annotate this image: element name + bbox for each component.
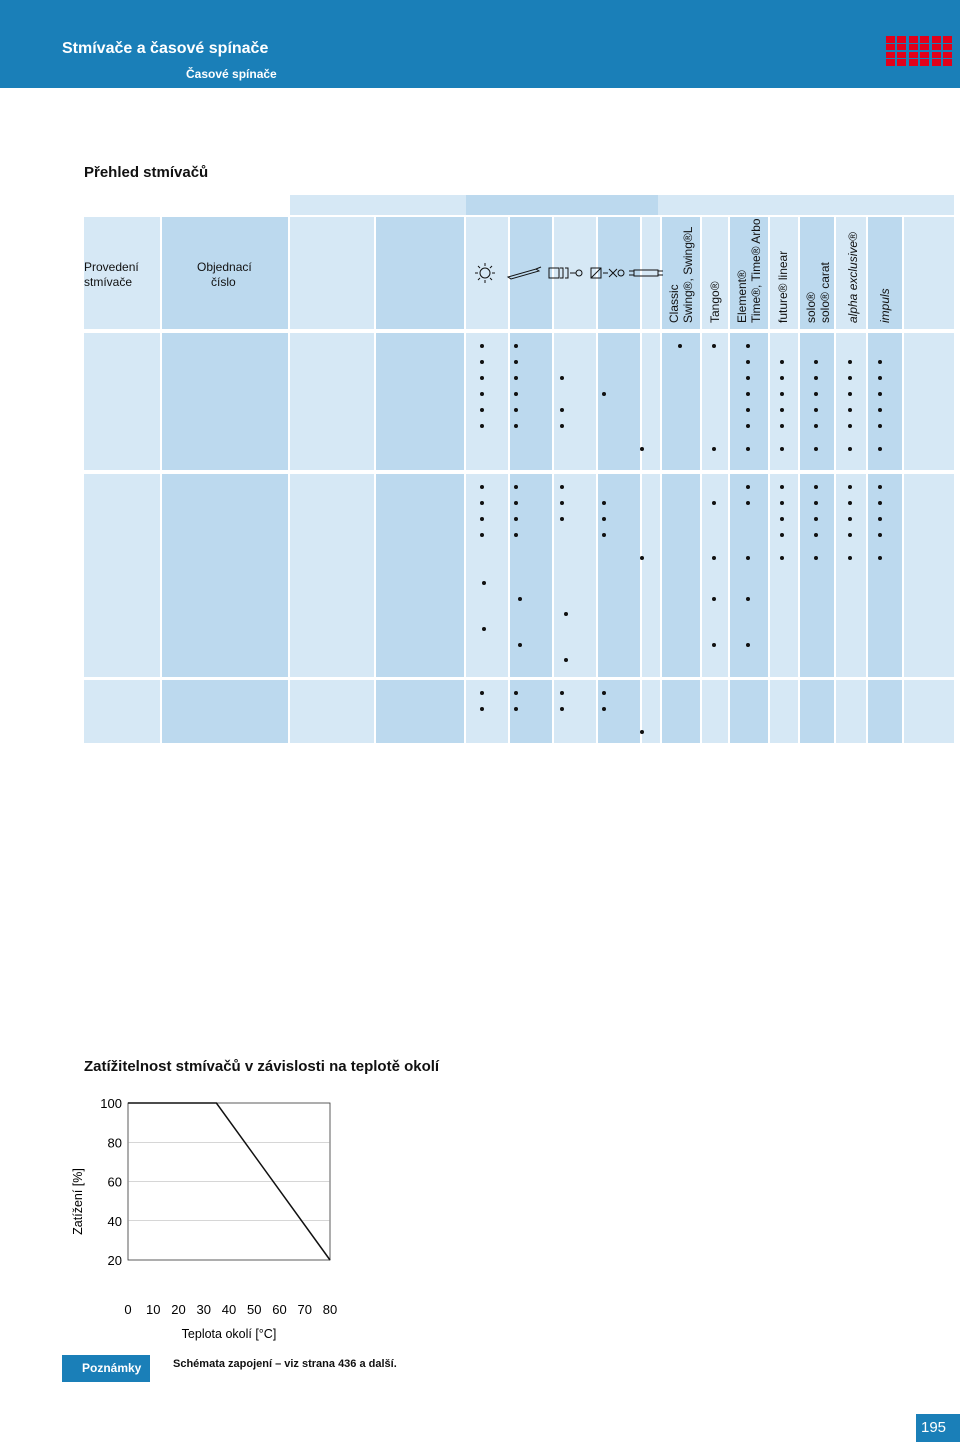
column-band [868, 680, 902, 743]
column-band [84, 474, 160, 677]
design-dot [848, 360, 852, 364]
design-dot [678, 344, 682, 348]
column-band [554, 333, 596, 470]
design-dot [780, 517, 784, 521]
load-dot [480, 344, 484, 348]
load-dot [560, 517, 564, 521]
design-dot [878, 501, 882, 505]
design-dot [848, 408, 852, 412]
load-dot [560, 707, 564, 711]
column-band [84, 333, 160, 470]
design-dot [878, 392, 882, 396]
design-dot [814, 376, 818, 380]
design-dot [814, 360, 818, 364]
design-dot [780, 533, 784, 537]
x-tick-label: 50 [247, 1302, 262, 1317]
design-dot [814, 556, 818, 560]
design-header-0: Swing®, Swing®L [681, 226, 695, 323]
section-title: Přehled stmívačů [84, 164, 209, 181]
design-dot [712, 501, 716, 505]
column-band [800, 680, 834, 743]
design-header-2: Element® [735, 270, 749, 323]
derating-chart [60, 1085, 420, 1345]
column-band [598, 333, 640, 470]
notes-tab[interactable]: Poznámky [62, 1355, 150, 1382]
load-dot [564, 612, 568, 616]
col-header-order: Objednací [197, 260, 252, 274]
design-dot [712, 556, 716, 560]
column-band [376, 217, 464, 329]
column-band [510, 333, 552, 470]
design-dot [780, 424, 784, 428]
page-number: 195 [916, 1414, 960, 1442]
load-dot [602, 533, 606, 537]
column-band [598, 680, 640, 743]
design-dot [878, 424, 882, 428]
design-dot [780, 360, 784, 364]
x-axis-label: Teplota okolí [°C] [181, 1327, 277, 1341]
load-dot [514, 344, 518, 348]
load-dot [640, 556, 644, 560]
y-tick-label: 20 [107, 1253, 122, 1268]
design-dot [746, 424, 750, 428]
design-dot [878, 556, 882, 560]
design-dot [746, 643, 750, 647]
design-dot [746, 501, 750, 505]
load-dot [514, 360, 518, 364]
load-dot [514, 408, 518, 412]
load-dot [480, 392, 484, 396]
column-band [376, 474, 464, 677]
design-dot [814, 501, 818, 505]
column-band [554, 680, 596, 743]
design-dot [746, 485, 750, 489]
design-dot [780, 392, 784, 396]
column-band [466, 680, 508, 743]
column-band [904, 474, 954, 677]
column-band [466, 474, 508, 677]
load-dot [514, 424, 518, 428]
load-dot [480, 408, 484, 412]
column-band [904, 333, 954, 470]
column-band [162, 680, 288, 743]
wiring-reference: Schémata zapojení – viz strana 436 a další. [173, 1358, 397, 1370]
design-header-3: future® linear [776, 250, 790, 323]
design-dot [878, 408, 882, 412]
load-dot [480, 517, 484, 521]
electronic-transformer-icon [590, 265, 626, 286]
col-header-type: Provedení [84, 260, 139, 274]
column-band [662, 680, 700, 743]
column-band [162, 474, 288, 677]
load-dot [514, 517, 518, 521]
load-dot [602, 501, 606, 505]
group-header [466, 195, 658, 215]
column-band [162, 333, 288, 470]
column-band [702, 680, 728, 743]
design-dot [848, 447, 852, 451]
x-tick-label: 60 [272, 1302, 287, 1317]
y-tick-label: 60 [107, 1174, 122, 1190]
header-title: Stmívače a časové spínače [62, 40, 269, 57]
load-dot [514, 392, 518, 396]
design-dot [848, 517, 852, 521]
design-dot [848, 376, 852, 380]
design-dot [746, 392, 750, 396]
x-tick-label: 10 [146, 1302, 161, 1317]
load-dot [560, 501, 564, 505]
design-header-0: Classic [667, 284, 681, 323]
y-tick-label: 40 [107, 1213, 122, 1229]
design-dot [848, 533, 852, 537]
chart-title: Zatížitelnost stmívačů v závislosti na teplotě okolí [84, 1058, 440, 1075]
design-dot [878, 485, 882, 489]
load-dot [560, 485, 564, 489]
abb-logo [884, 34, 954, 68]
design-header-4: solo® carat [818, 262, 832, 323]
column-band [770, 474, 798, 677]
load-dot [480, 424, 484, 428]
design-dot [878, 447, 882, 451]
design-dot [814, 485, 818, 489]
load-dot [480, 376, 484, 380]
column-band [290, 333, 374, 470]
load-dot [560, 691, 564, 695]
design-dot [712, 447, 716, 451]
design-header-1: Tango® [708, 281, 722, 323]
x-tick-label: 70 [297, 1302, 312, 1317]
design-dot [878, 360, 882, 364]
load-dot [518, 597, 522, 601]
load-dot [480, 360, 484, 364]
load-dot [514, 533, 518, 537]
load-dot [514, 485, 518, 489]
design-header-4: solo® [804, 292, 818, 323]
column-band [290, 680, 374, 743]
column-band [510, 680, 552, 743]
column-band [836, 680, 866, 743]
column-band [376, 333, 464, 470]
design-dot [746, 408, 750, 412]
design-dot [712, 344, 716, 348]
load-dot [480, 691, 484, 695]
load-dot [518, 643, 522, 647]
design-header-2: Time®, Time® Arbo [749, 218, 763, 323]
column-band [642, 680, 660, 743]
x-tick-label: 30 [196, 1302, 211, 1317]
column-band [642, 333, 660, 470]
x-tick-label: 20 [171, 1302, 186, 1317]
load-dot [514, 707, 518, 711]
transformer-icon [548, 265, 584, 286]
column-band [290, 474, 374, 677]
design-dot [814, 517, 818, 521]
column-band [662, 333, 700, 470]
column-band [868, 333, 902, 470]
design-dot [848, 424, 852, 428]
column-band [466, 333, 508, 470]
col-header-order-2: číslo [211, 275, 236, 289]
header-subtitle: Časové spínače [186, 67, 277, 81]
design-dot [780, 376, 784, 380]
load-dot [480, 533, 484, 537]
column-band [904, 680, 954, 743]
load-dot [640, 730, 644, 734]
column-band [770, 680, 798, 743]
load-dot [602, 392, 606, 396]
design-dot [712, 597, 716, 601]
x-tick-label: 0 [124, 1302, 132, 1317]
y-axis-label: Zatížení [%] [71, 1168, 85, 1235]
design-dot [746, 447, 750, 451]
design-dot [814, 392, 818, 396]
x-tick-label: 80 [322, 1302, 338, 1317]
load-dot [514, 501, 518, 505]
design-dot [780, 501, 784, 505]
column-band [290, 217, 374, 329]
design-dot [878, 517, 882, 521]
design-dot [878, 376, 882, 380]
design-dot [746, 360, 750, 364]
design-dot [814, 424, 818, 428]
design-dot [814, 533, 818, 537]
load-dot [482, 581, 486, 585]
design-dot [780, 556, 784, 560]
design-dot [746, 556, 750, 560]
load-dot [640, 447, 644, 451]
load-dot [602, 517, 606, 521]
load-dot [602, 691, 606, 695]
halogen-icon [506, 265, 542, 286]
design-dot [848, 392, 852, 396]
design-dot [848, 556, 852, 560]
column-band [642, 474, 660, 677]
column-band [904, 217, 954, 329]
col-header-type-2: stmívače [84, 275, 133, 289]
design-dot [848, 501, 852, 505]
y-tick-label: 100 [100, 1096, 122, 1111]
load-dot [560, 408, 564, 412]
design-dot [712, 643, 716, 647]
design-dot [814, 408, 818, 412]
load-dot [564, 658, 568, 662]
load-dot [482, 627, 486, 631]
x-tick-label: 40 [221, 1302, 237, 1317]
column-band [662, 474, 700, 677]
y-tick-label: 80 [107, 1135, 122, 1151]
load-dot [514, 376, 518, 380]
column-band [770, 333, 798, 470]
group-header [662, 195, 900, 215]
design-dot [780, 447, 784, 451]
column-band [376, 680, 464, 743]
bulb-icon [474, 262, 496, 289]
load-dot [514, 691, 518, 695]
design-dot [780, 485, 784, 489]
column-band [84, 680, 160, 743]
design-dot [746, 597, 750, 601]
design-header-5: alpha exclusive® [846, 232, 860, 323]
load-dot [560, 424, 564, 428]
design-dot [848, 485, 852, 489]
column-band [730, 680, 768, 743]
design-dot [878, 533, 882, 537]
design-dot [746, 344, 750, 348]
fluorescent-icon [628, 265, 664, 286]
load-dot [480, 501, 484, 505]
group-header [290, 195, 464, 215]
design-dot [780, 408, 784, 412]
load-dot [480, 485, 484, 489]
load-dot [560, 376, 564, 380]
design-header-6: impuls [878, 288, 892, 323]
column-band [868, 474, 902, 677]
load-dot [602, 707, 606, 711]
design-dot [814, 447, 818, 451]
design-dot [746, 376, 750, 380]
load-dot [480, 707, 484, 711]
